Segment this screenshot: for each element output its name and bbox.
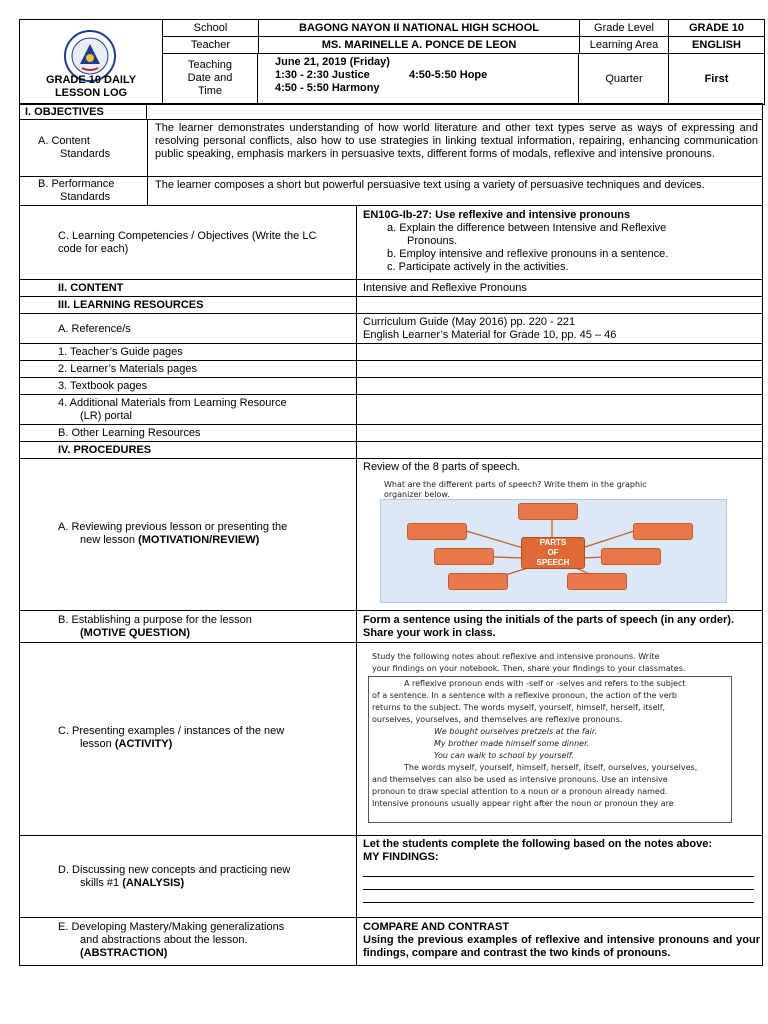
references-label: A. Reference/s bbox=[58, 323, 131, 335]
procedure-b-text: Form a sentence using the initials of the parts of speech (in any order). Share your work in class. bbox=[363, 614, 735, 639]
procedure-e-text: COMPARE AND CONTRAST Using the previous examples of reflexive and intensive pronouns and your findings, compare and contrast the two kinds of pronouns. bbox=[363, 921, 760, 959]
objectives-heading: I. OBJECTIVES bbox=[25, 106, 104, 118]
other-resources-label: B. Other Learning Resources bbox=[58, 427, 201, 439]
learners-materials-label: 2. Learner’s Materials pages bbox=[58, 363, 198, 375]
findings-blank-line[interactable] bbox=[363, 890, 754, 903]
content-standards-label: A. Content Standards bbox=[38, 135, 111, 160]
findings-blank-line[interactable] bbox=[363, 877, 754, 890]
grade-title: GRADE 10 DAILY LESSON LOG bbox=[45, 74, 137, 99]
procedures-heading: IV. PROCEDURES bbox=[58, 444, 152, 456]
quarter-value: First bbox=[704, 73, 729, 85]
teacher-value: MS. MARINELLE A. PONCE DE LEON bbox=[259, 37, 580, 54]
performance-standards-label: B. Performance Standards bbox=[38, 178, 115, 203]
diagram-box bbox=[448, 573, 508, 590]
teacher-label: Teacher bbox=[163, 37, 259, 54]
diagram-box bbox=[601, 548, 661, 565]
notes-intro: Study the following notes about reflexive and intensive pronouns. Write your findings on your notebook. Then, share your findings to your classmates. bbox=[372, 652, 686, 673]
learning-resources-heading: III. LEARNING RESOURCES bbox=[58, 299, 204, 311]
procedure-a-text: Review of the 8 parts of speech. bbox=[363, 461, 521, 473]
diagram-box bbox=[518, 503, 578, 520]
content-value: Intensive and Reflexive Pronouns bbox=[363, 282, 527, 294]
learning-resources-row bbox=[19, 297, 763, 314]
header-table bbox=[19, 19, 765, 105]
objectives-heading-row bbox=[19, 103, 763, 120]
learners-materials-row bbox=[19, 361, 763, 378]
diagram-box bbox=[633, 523, 693, 540]
content-row bbox=[19, 280, 763, 297]
teachers-guide-row bbox=[19, 344, 763, 361]
learning-competencies-label: C. Learning Competencies / Objectives (Write the LC code for each) bbox=[58, 230, 317, 255]
diagram-box bbox=[434, 548, 494, 565]
other-resources-row bbox=[19, 425, 763, 442]
procedures-heading-row bbox=[19, 442, 763, 459]
learning-area-label: Learning Area bbox=[580, 37, 669, 54]
findings-blank-line[interactable] bbox=[363, 864, 754, 877]
school-label: School bbox=[163, 20, 259, 37]
logo-cell bbox=[20, 20, 163, 104]
performance-standards-row bbox=[19, 177, 763, 206]
quarter-label: Quarter bbox=[580, 54, 669, 104]
textbook-label: 3. Textbook pages bbox=[58, 380, 148, 392]
diagram-box bbox=[567, 573, 627, 590]
procedure-e-label: E. Developing Mastery/Making generalizations and abstractions about the lesson. (ABSTRACTION) bbox=[58, 921, 285, 959]
pronoun-notes-image bbox=[360, 648, 738, 824]
learning-area-value: ENGLISH bbox=[669, 37, 764, 54]
grade-level-value: GRADE 10 bbox=[669, 20, 764, 37]
references-list: Curriculum Guide (May 2016) pp. 220 - 221 English Learner’s Material for Grade 10, pp. 45 – 46 bbox=[363, 316, 617, 341]
content-standards-text: The learner demonstrates understanding of how world literature and other text types serve as ways of expressing and resolving personal conflicts, also how to use strategies in linking textual information, repairing, enhancing communication public speaking, emphasis markers in persuasive texts, different forms of modals, reflexive and intensive pronouns. bbox=[155, 122, 758, 160]
teaching-date-label: Teaching Date and Time bbox=[163, 54, 258, 104]
performance-standards-text: The learner composes a short but powerful persuasive text using a variety of persuasive techniques and devices. bbox=[155, 179, 705, 191]
diagram-box bbox=[407, 523, 467, 540]
references-row bbox=[19, 314, 763, 344]
diagram-center: PARTS OF SPEECH bbox=[521, 537, 585, 569]
teaching-date-value: June 21, 2019 (Friday) 1:30 - 2:30 Justice 4:50-5:50 Hope 4:50 - 5:50 Harmony bbox=[259, 54, 579, 104]
procedure-b-row bbox=[19, 611, 763, 643]
teachers-guide-label: 1. Teacher’s Guide pages bbox=[58, 346, 183, 358]
procedure-c-label: C. Presenting examples / instances of the new lesson (ACTIVITY) bbox=[58, 725, 285, 750]
notes-body: A reflexive pronoun ends with -self or -selves and refers to the subject of a sentence. In a sentence with a reflexive pronoun, the action of the verb returns to the subject. The words myself, yourself, himself, herself, itself, ourselves, yourselves, and themselves are reflexive pronouns. We bought ourselves pretzels at the fair. My brother made himself some dinner. You can walk to school by yourself. The words myself, yourself, himself, herself, itself, ourselves, yourselves, and themselves can also be used as intensive pronouns. Use an intensive pronoun to draw special attention to a noun or a pronoun already named. Intensive pronouns usually appear right after the noun or pronoun they are bbox=[372, 679, 698, 808]
school-value: BAGONG NAYON II NATIONAL HIGH SCHOOL bbox=[259, 20, 580, 37]
additional-materials-row bbox=[19, 395, 763, 425]
learning-competencies-row bbox=[19, 206, 763, 280]
diagram-prompt: What are the different parts of speech? Write them in the graphic organizer below. bbox=[384, 480, 647, 499]
notes-box bbox=[368, 676, 732, 823]
procedure-d-row bbox=[19, 836, 763, 918]
content-standards-row bbox=[19, 120, 763, 177]
content-heading: II. CONTENT bbox=[58, 282, 124, 294]
procedure-e-row bbox=[19, 918, 763, 966]
grade-level-label: Grade Level bbox=[580, 20, 669, 37]
procedure-d-label: D. Discussing new concepts and practicing new skills #1 (ANALYSIS) bbox=[58, 864, 291, 889]
procedure-b-label: B. Establishing a purpose for the lesson (MOTIVE QUESTION) bbox=[58, 614, 252, 639]
parts-of-speech-diagram bbox=[380, 499, 727, 603]
additional-materials-label: 4. Additional Materials from Learning Resource (LR) portal bbox=[58, 397, 287, 422]
procedure-a-label: A. Reviewing previous lesson or presenting the new lesson (MOTIVATION/REVIEW) bbox=[58, 521, 288, 546]
learning-competencies-list: EN10G-Ib-27: Use reflexive and intensive pronouns a. Explain the difference between Intensive and Reflexive Pronouns. b. Employ intensive and reflexive pronouns in a sentence. c. Participate actively in the activities. bbox=[363, 209, 669, 273]
procedure-d-text: Let the students complete the following based on the notes above: MY FINDINGS: bbox=[363, 838, 760, 903]
textbook-row bbox=[19, 378, 763, 395]
